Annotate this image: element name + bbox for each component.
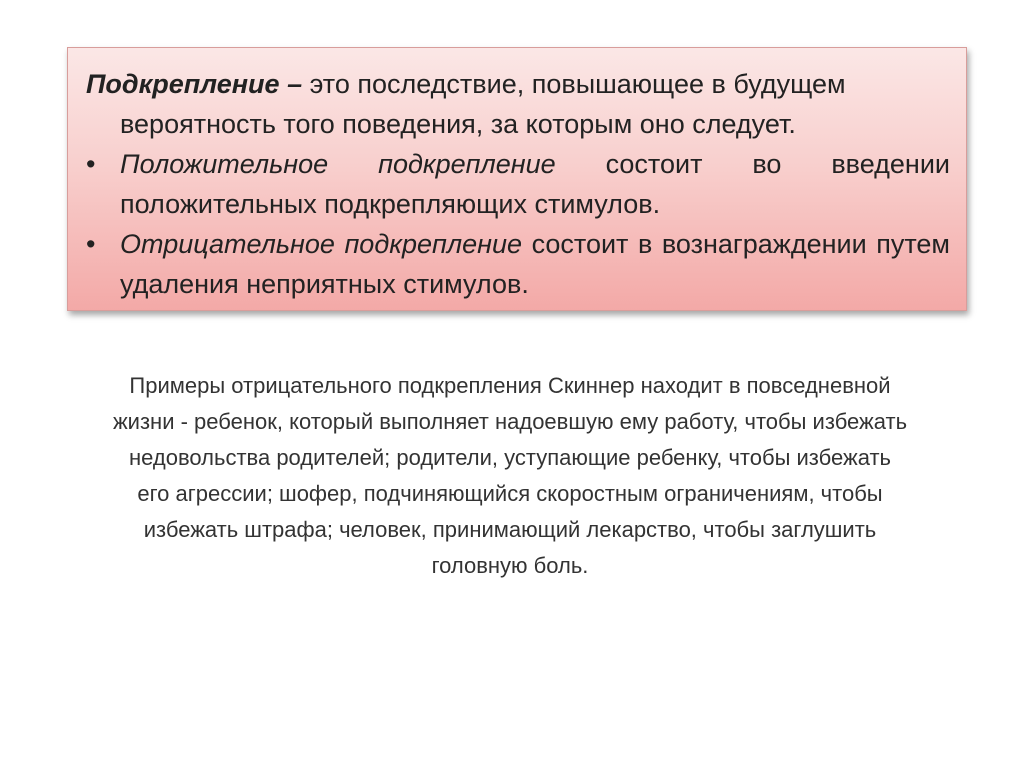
examples-paragraph: Примеры отрицательного подкрепления Скиннер находит в повседневной жизни - ребенок, который выполняет надоевшую ему работу, чтобы избежать недовольства родителей; родители, уступающие ребенку, чтобы избежать его агрессии; шофер, подчиняющийся скоростным ограничениям, чтобы избежать штрафа; человек, принимающий лекарство, чтобы заглушить головную боль. [112,373,908,578]
definition-paragraph [86,64,950,144]
bullet-term: Положительное подкрепление [120,149,556,179]
bullet-text: состоит в вознаграждении путем удаления неприятных стимулов. [120,229,950,299]
definition-text: это последствие, повышающее в будущем вероятность того поведения, за которым оно следует. [120,69,846,139]
definition-box [67,47,967,311]
definition-term: Подкрепление – [86,69,303,99]
bullet-text: состоит во введении положительных подкрепляющих стимулов. [120,149,950,219]
bullet-marker: • [86,149,96,179]
bullet-term: Отрицательное подкрепление [120,229,523,259]
bullet-marker: • [86,229,96,259]
bullet-positive-reinforcement [86,144,950,224]
bullet-negative-reinforcement [86,224,950,304]
